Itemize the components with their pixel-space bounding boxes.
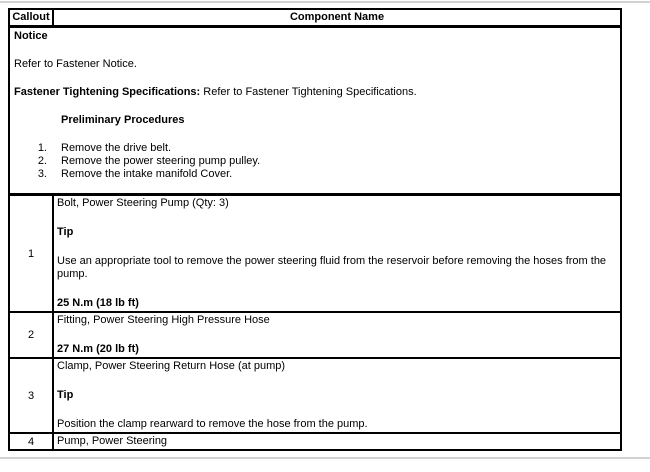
component-name: Clamp, Power Steering Return Hose (at pump) bbox=[57, 360, 286, 372]
table-row bbox=[9, 312, 621, 358]
header-row bbox=[9, 9, 621, 27]
table-row bbox=[9, 195, 621, 313]
callout-column-header: Callout bbox=[9, 9, 53, 27]
preliminary-step bbox=[27, 155, 616, 168]
tip-text: Position the clamp rearward to remove the hose from the pump. bbox=[57, 418, 368, 430]
component-cell bbox=[53, 433, 621, 450]
callout-cell: 1 bbox=[9, 195, 53, 313]
preliminary-step bbox=[27, 168, 616, 181]
callout-cell: 3 bbox=[9, 358, 53, 433]
component-name: Bolt, Power Steering Pump (Qty: 3) bbox=[57, 197, 229, 209]
preliminary-steps-list bbox=[14, 142, 616, 181]
fastener-notice-line: Refer to Fastener Notice. bbox=[14, 58, 137, 70]
component-spec-table bbox=[8, 8, 622, 451]
component-cell bbox=[53, 358, 621, 433]
tip-text: Use an appropriate tool to remove the power steering fluid from the reservoir before removing the hoses from the pump. bbox=[57, 255, 607, 280]
step-number: 2. bbox=[37, 155, 47, 167]
tip-title: Tip bbox=[57, 226, 74, 238]
step-number: 1. bbox=[37, 142, 47, 154]
torque-spec: 25 N.m (18 lb ft) bbox=[57, 297, 139, 309]
table-row bbox=[9, 358, 621, 433]
notice-row bbox=[9, 27, 621, 195]
component-cell bbox=[53, 195, 621, 313]
step-text: Remove the drive belt. bbox=[61, 142, 172, 154]
fastener-spec-line: Fastener Tightening Specifications: Refer to Fastener Tightening Specifications. bbox=[14, 86, 417, 98]
step-text: Remove the intake manifold Cover. bbox=[61, 168, 233, 180]
component-column-header: Component Name bbox=[53, 9, 621, 27]
tip-title: Tip bbox=[57, 389, 74, 401]
component-name: Pump, Power Steering bbox=[57, 435, 168, 447]
torque-spec: 27 N.m (20 lb ft) bbox=[57, 343, 139, 355]
callout-cell: 4 bbox=[9, 433, 53, 450]
callout-cell: 2 bbox=[9, 312, 53, 358]
table-row bbox=[9, 433, 621, 450]
preliminary-step bbox=[27, 142, 616, 155]
preliminary-procedures-title: Preliminary Procedures bbox=[61, 114, 185, 126]
component-cell bbox=[53, 312, 621, 358]
notice-title: Notice bbox=[14, 30, 48, 42]
component-name: Fitting, Power Steering High Pressure Hose bbox=[57, 314, 270, 326]
step-text: Remove the power steering pump pulley. bbox=[61, 155, 261, 167]
bottom-divider bbox=[0, 457, 650, 459]
notice-cell bbox=[9, 27, 621, 195]
top-divider bbox=[0, 1, 650, 3]
step-number: 3. bbox=[37, 168, 47, 180]
